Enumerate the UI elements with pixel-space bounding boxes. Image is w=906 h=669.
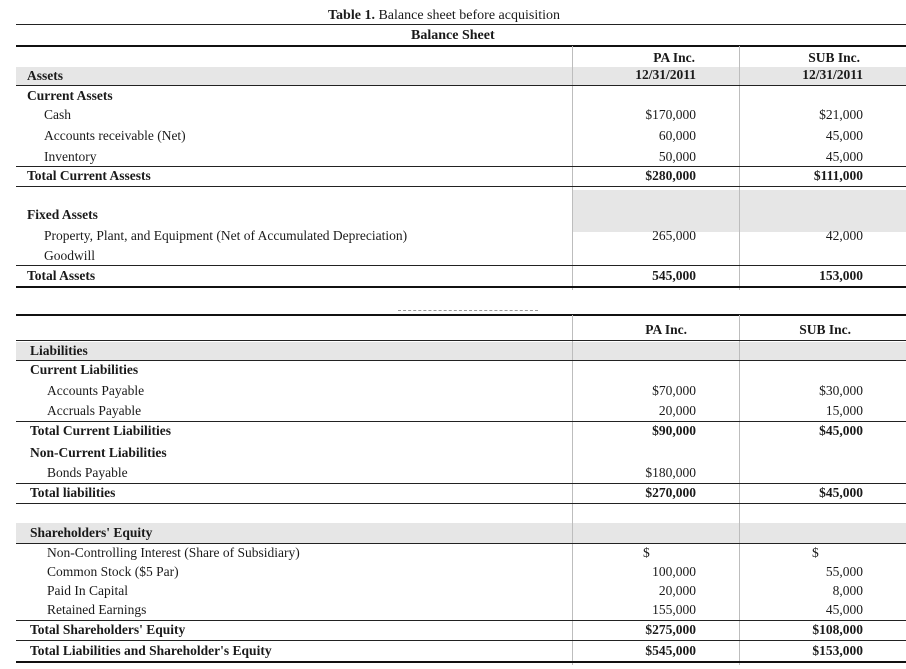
row-value-sub: 153,000 (819, 268, 863, 283)
row-value-sub: $30,000 (819, 383, 863, 398)
equity-heading: Shareholders' Equity (30, 525, 153, 540)
row-value-sub: 45,000 (825, 128, 863, 143)
rule (16, 620, 906, 621)
rule (16, 340, 906, 341)
caption-prefix: Table 1. (328, 8, 375, 23)
col-sub-name: SUB Inc. (808, 50, 860, 65)
row-label: Non-Controlling Interest (Share of Subsidiary) (47, 545, 300, 560)
rule-heavy (16, 286, 906, 288)
rule-heavy (16, 45, 906, 47)
row-label: Total Shareholders' Equity (30, 622, 186, 637)
row-value-sub: 45,000 (825, 149, 863, 164)
col-pa-name: PA Inc. (653, 50, 695, 65)
row-value-sub: 8,000 (832, 583, 863, 598)
rule-heavy (16, 314, 906, 316)
table-caption (328, 8, 560, 24)
rule (16, 640, 906, 641)
row-value-pa: $270,000 (645, 485, 696, 500)
row-label: Goodwill (44, 248, 96, 263)
row-label: Accounts receivable (Net) (44, 128, 186, 143)
row-label: Common Stock ($5 Par) (47, 564, 179, 579)
row-label: Cash (44, 107, 71, 122)
rule-heavy (16, 661, 906, 663)
row-value-pa: 20,000 (658, 403, 696, 418)
row-value-sub: 42,000 (825, 228, 863, 243)
rule-top (16, 24, 906, 25)
row-value-sub: $153,000 (812, 643, 863, 658)
rule (16, 265, 906, 266)
fixed-assets-heading: Fixed Assets (27, 207, 98, 222)
row-value-pa: $275,000 (645, 622, 696, 637)
row-value-pa: 60,000 (658, 128, 696, 143)
row-label: Accruals Payable (47, 403, 142, 418)
rule (16, 85, 906, 86)
row-value-sub: $ (812, 545, 819, 560)
row-value-sub: $45,000 (819, 485, 863, 500)
noncurrent-liabilities-heading: Non-Current Liabilities (30, 445, 167, 460)
current-liabilities-heading: Current Liabilities (30, 362, 139, 377)
row-value-pa: $90,000 (652, 423, 696, 438)
row-value-sub: $108,000 (812, 622, 863, 637)
sheet-title: Balance Sheet (411, 28, 495, 43)
row-value-pa: 265,000 (652, 228, 696, 243)
liabilities-band (16, 342, 906, 360)
col-pa-date: 12/31/2011 (635, 67, 696, 82)
row-label: Total liabilities (30, 485, 116, 500)
row-value-pa: $70,000 (652, 383, 696, 398)
rule (16, 503, 906, 504)
row-value-sub: $21,000 (819, 107, 863, 122)
row-value-sub: 55,000 (825, 564, 863, 579)
row-label: Bonds Payable (47, 465, 128, 480)
row-value-sub: $45,000 (819, 423, 863, 438)
row-label: Total Current Assests (27, 168, 151, 183)
rule (16, 421, 906, 422)
row-value-pa: $280,000 (645, 168, 696, 183)
row-label: Retained Earnings (47, 602, 147, 617)
col-sub-name: SUB Inc. (799, 322, 851, 337)
row-value-sub: $111,000 (813, 168, 863, 183)
row-value-pa: 100,000 (652, 564, 696, 579)
caption-text: Balance sheet before acquisition (374, 8, 560, 23)
row-value-pa: 155,000 (652, 602, 696, 617)
row-label: Accounts Payable (47, 383, 145, 398)
row-value-pa: $ (643, 545, 650, 560)
row-value-pa: $180,000 (645, 465, 696, 480)
rule (16, 483, 906, 484)
assets-heading: Assets (27, 68, 63, 83)
row-label: Total Liabilities and Shareholder's Equity (30, 643, 272, 658)
rule (16, 360, 906, 361)
continued-artifact (398, 307, 538, 311)
row-value-pa: 20,000 (658, 583, 696, 598)
row-value-pa: 545,000 (652, 268, 696, 283)
row-label: Inventory (44, 149, 97, 164)
row-value-sub: 15,000 (825, 403, 863, 418)
col-sub-date: 12/31/2011 (802, 67, 863, 82)
row-value-pa: 50,000 (658, 149, 696, 164)
row-label: Paid In Capital (47, 583, 128, 598)
row-value-pa: $170,000 (645, 107, 696, 122)
row-label: Total Assets (27, 268, 96, 283)
row-label: Total Current Liabilities (30, 423, 172, 438)
row-value-sub: 45,000 (825, 602, 863, 617)
rule (16, 166, 906, 167)
row-value-pa: $545,000 (645, 643, 696, 658)
liabilities-heading: Liabilities (30, 343, 88, 358)
rule (16, 186, 906, 187)
col-pa-name: PA Inc. (645, 322, 687, 337)
current-assets-heading: Current Assets (27, 88, 113, 103)
rule (16, 543, 906, 544)
row-label: Property, Plant, and Equipment (Net of Accumulated Depreciation) (44, 228, 408, 243)
